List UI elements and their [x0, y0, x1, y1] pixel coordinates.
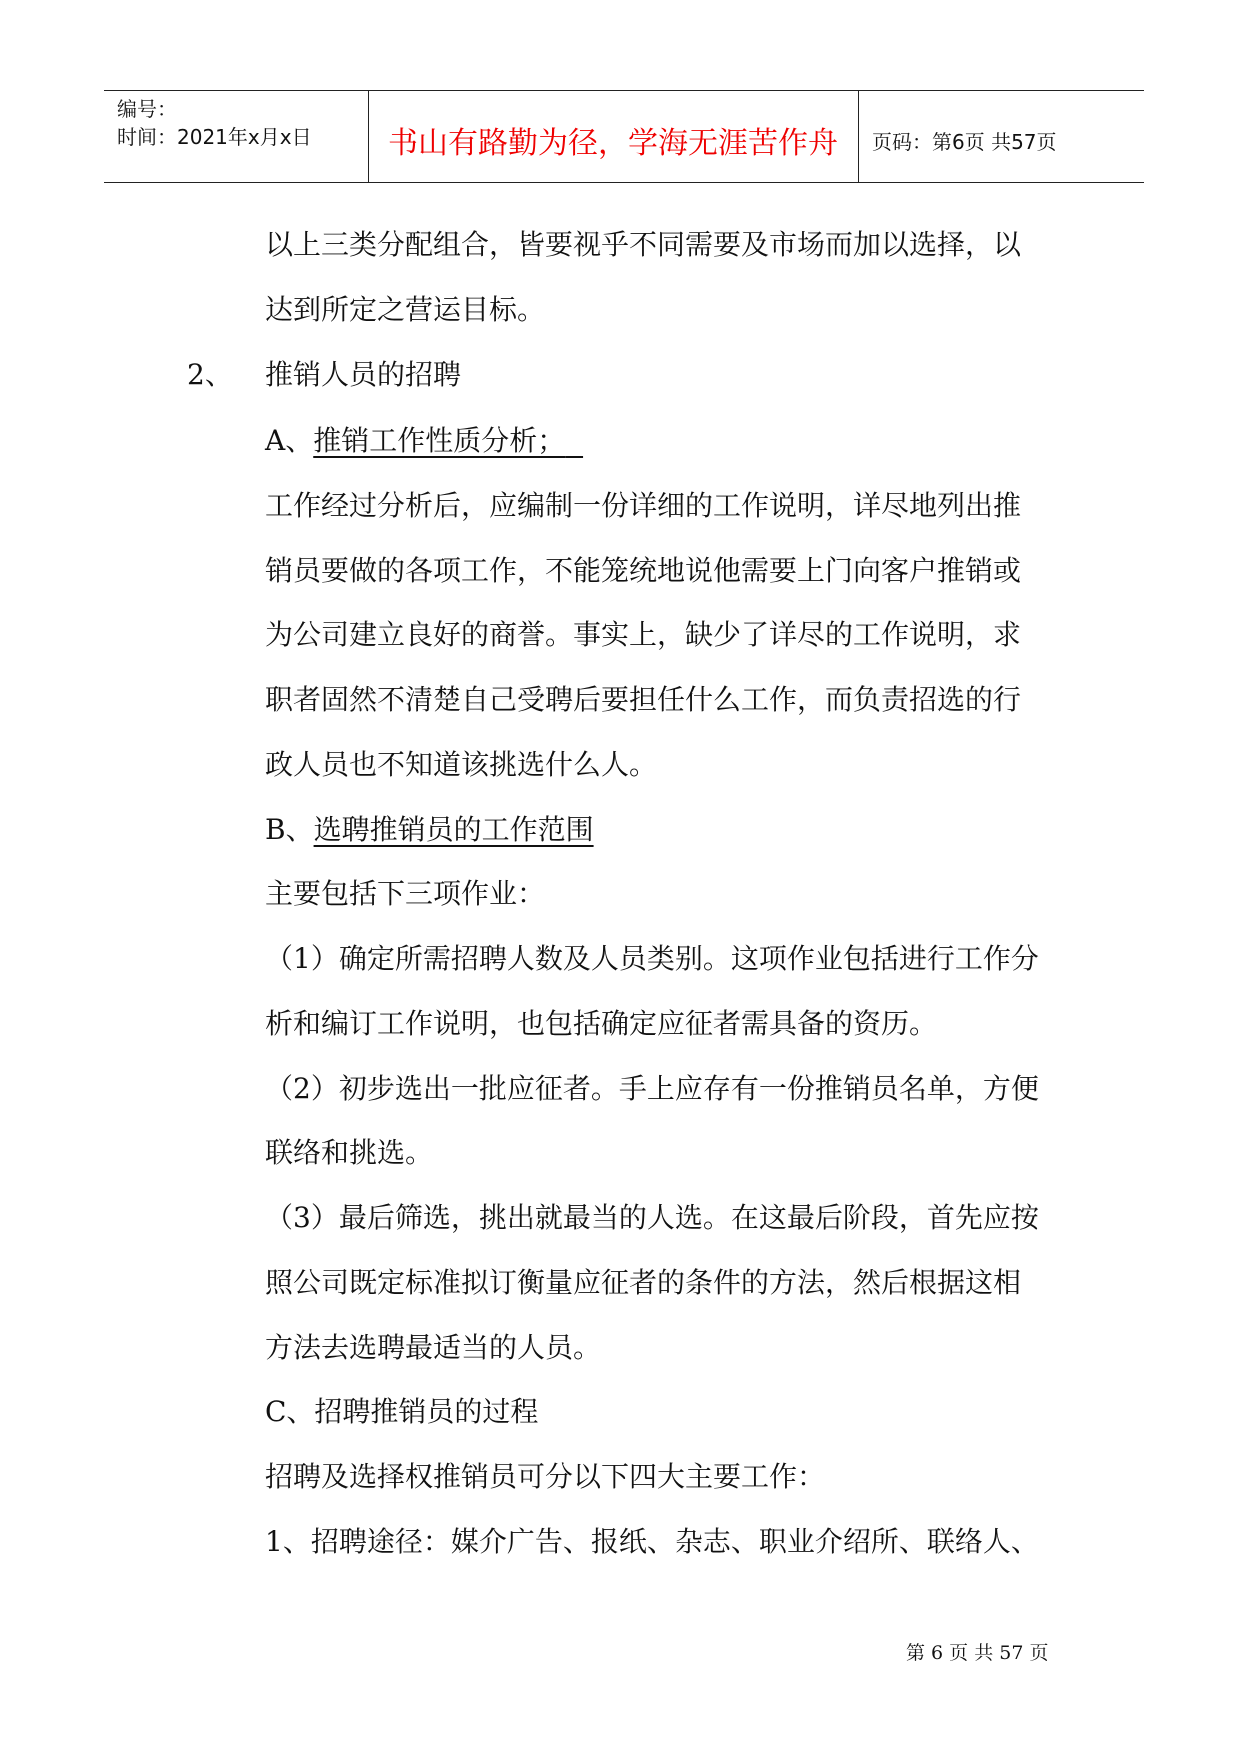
paragraph-line: （2）初步选出一批应征者。手上应存有一份推销员名单，方便 — [265, 1072, 1039, 1105]
item-number: 2、 — [187, 358, 233, 391]
paragraph-line: 联络和挑选。 — [265, 1136, 434, 1169]
paragraph-line: （1）确定所需招聘人数及人员类别。这项作业包括进行工作分 — [265, 942, 1039, 975]
header-time-label: 时间：2021年x月x日 — [117, 125, 312, 149]
footer-page-number: 第 6 页 共 57 页 — [906, 1642, 1049, 1664]
section-a-prefix: A、 — [265, 424, 314, 457]
header-divider-left — [368, 90, 369, 182]
header-divider-right — [858, 90, 859, 182]
paragraph-line: 1、招聘途径：媒介广告、报纸、杂志、职业介绍所、联络人、 — [265, 1525, 1039, 1558]
header-number-label: 编号： — [117, 97, 177, 121]
section-a-underline-tail — [565, 424, 583, 457]
section-b-heading — [265, 812, 594, 848]
header-top-rule — [104, 90, 1144, 91]
paragraph-line: 方法去选聘最适当的人员。 — [265, 1331, 602, 1364]
paragraph-line: 职者固然不清楚自己受聘后要担任什么工作，而负责招选的行 — [265, 683, 1022, 716]
section-a-title: 推销工作性质分析； — [313, 424, 566, 457]
paragraph-line: 政人员也不知道该挑选什么人。 — [265, 748, 658, 781]
paragraph-line: 以上三类分配组合，皆要视乎不同需要及市场而加以选择，以 — [265, 228, 1022, 261]
section-b-title: 选聘推销员的工作范围 — [313, 813, 594, 846]
paragraph-line: 照公司既定标准拟订衡量应征者的条件的方法，然后根据这相 — [265, 1266, 1022, 1299]
paragraph-line: 主要包括下三项作业： — [265, 877, 546, 910]
section-a-heading — [265, 423, 583, 459]
paragraph-line: 达到所定之营运目标。 — [265, 293, 546, 326]
paragraph-line: 为公司建立良好的商誉。事实上，缺少了详尽的工作说明，求 — [265, 618, 1022, 651]
header-page-info: 页码：第6页 共57页 — [872, 130, 1057, 154]
section-b-prefix: B、 — [265, 813, 314, 846]
item-title: 推销人员的招聘 — [265, 358, 462, 391]
header-bottom-rule — [104, 182, 1144, 183]
paragraph-line: 工作经过分析后，应编制一份详细的工作说明，详尽地列出推 — [265, 489, 1022, 522]
paragraph-line: 析和编订工作说明，也包括确定应征者需具备的资历。 — [265, 1007, 938, 1040]
header-motto: 书山有路勤为径，学海无涯苦作舟 — [388, 126, 838, 161]
section-c-heading: C、招聘推销员的过程 — [265, 1395, 539, 1428]
paragraph-line: （3）最后筛选，挑出就最当的人选。在这最后阶段，首先应按 — [265, 1201, 1039, 1234]
paragraph-line: 销员要做的各项工作，不能笼统地说他需要上门向客户推销或 — [265, 554, 1022, 587]
paragraph-line: 招聘及选择权推销员可分以下四大主要工作： — [265, 1460, 826, 1493]
